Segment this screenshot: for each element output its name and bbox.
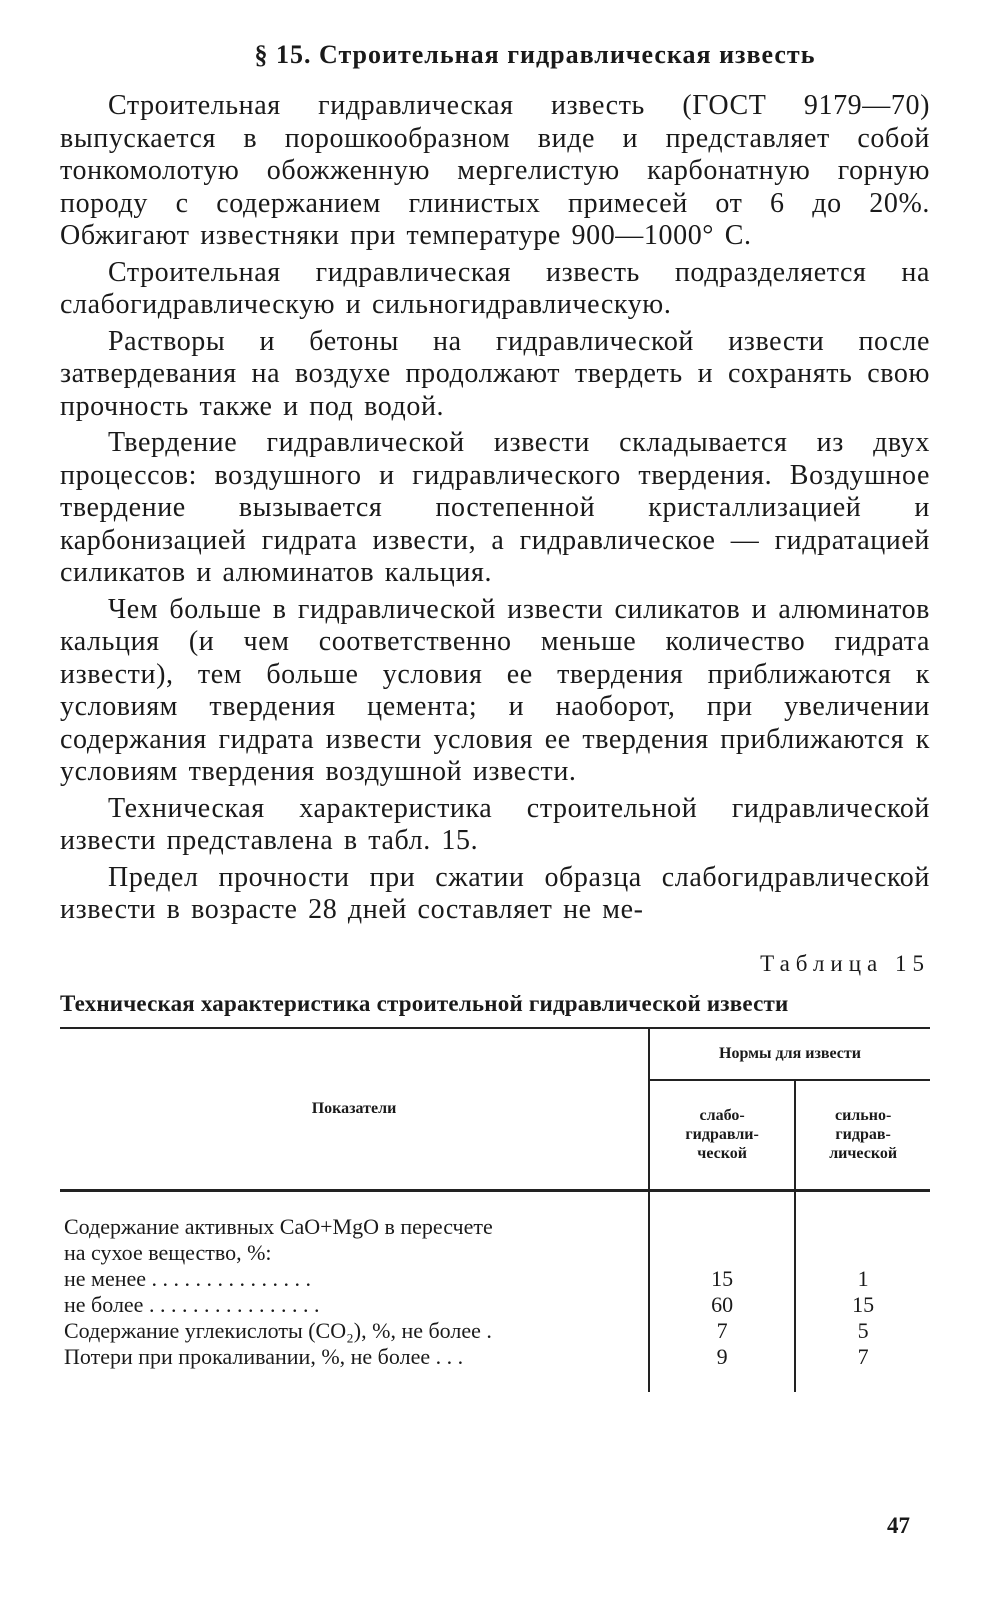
paragraph-1: Строительная гидравлическая известь (ГОСТ 9179—70) выпускается в порошкообразном виде и представляет собой тонкомолотую обожженную мергелистую карбонатную горную породу с содержанием глинистых примесей от 6 до 20%. Обжигают известняки при температуре 900—1000° С. [60, 90, 930, 251]
table-row [60, 1318, 930, 1344]
paragraph-2: Строительная гидравлическая известь подразделяется на слабогидравлическую и сильногидравлическую. [60, 256, 930, 320]
row-value-strong: 7 [795, 1344, 930, 1370]
row-value-strong: 1 [795, 1266, 930, 1292]
row-label: не менее . . . . . . . . . . . . . . . [64, 1265, 312, 1291]
row-value-weak: 9 [649, 1344, 795, 1370]
row-value-strong: 15 [795, 1292, 930, 1318]
row-label: Потери при прокаливании, %, не более . . . [64, 1343, 464, 1369]
row-value-strong: 5 [795, 1318, 930, 1344]
row-label: не более . . . . . . . . . . . . . . . . [64, 1291, 320, 1317]
table-row [60, 1266, 930, 1292]
row-value-weak: 60 [649, 1292, 795, 1318]
table-row [60, 1344, 930, 1370]
paragraph-3: Растворы и бетоны на гидравлической извести после затвердевания на воздухе продолжают твердеть и сохранять свою прочность также и под водой. [60, 325, 930, 422]
paragraph-7: Предел прочности при сжатии образца слабогидравлической извести в возрасте 28 дней составляет не ме- [60, 861, 930, 925]
row-value-weak: 7 [649, 1318, 795, 1344]
row-value-weak: 15 [649, 1266, 795, 1292]
row-value-strong [795, 1240, 930, 1266]
header-col-weak: слабо- гидравли- ческой [649, 1080, 795, 1191]
table-row [60, 1214, 930, 1240]
table-number: Таблица 15 [760, 950, 930, 976]
document-page [60, 40, 930, 1392]
row-value-weak [649, 1214, 795, 1240]
row-value-strong [795, 1214, 930, 1240]
paragraph-6: Техническая характеристика строительной гидравлической извести представлена в табл. 15. [60, 792, 930, 856]
header-indicators: Показатели [311, 1100, 397, 1117]
characteristics-table [60, 1027, 930, 1392]
row-value-weak [649, 1240, 795, 1266]
row-label: Содержание углекислоты (CO₂), %, не более . [64, 1317, 492, 1343]
table-row [60, 1292, 930, 1318]
row-label: Содержание активных CaO+MgO в пересчете [64, 1213, 493, 1239]
paragraph-5: Чем больше в гидравлической извести силикатов и алюминатов кальция (и чем соответственно меньше количество гидрата извести), тем больше условия ее твердения приближаются к условиям твердения цемента; и наоборот, при увеличении содержания гидрата извести условия ее твердения приближаются к условиям твердения воздушной извести. [60, 593, 930, 787]
paragraph-4: Твердение гидравлической извести складывается из двух процессов: воздушного и гидравлического твердения. Воздушное твердение вызывается постепенной кристаллизацией и карбонизацией гидрата извести, а гидравлическое — гидратацией силикатов и алюминатов кальция. [60, 427, 930, 588]
table-caption: Техническая характеристика строительной гидравлической извести [60, 990, 789, 1016]
page-number: 47 [887, 1513, 910, 1538]
section-title: § 15. Строительная гидравлическая известь [254, 40, 816, 69]
row-label: на сухое вещество, %: [64, 1239, 272, 1265]
header-col-strong: сильно- гидрав- лической [795, 1080, 930, 1191]
header-norms: Нормы для извести [649, 1029, 930, 1080]
table-row [60, 1240, 930, 1266]
